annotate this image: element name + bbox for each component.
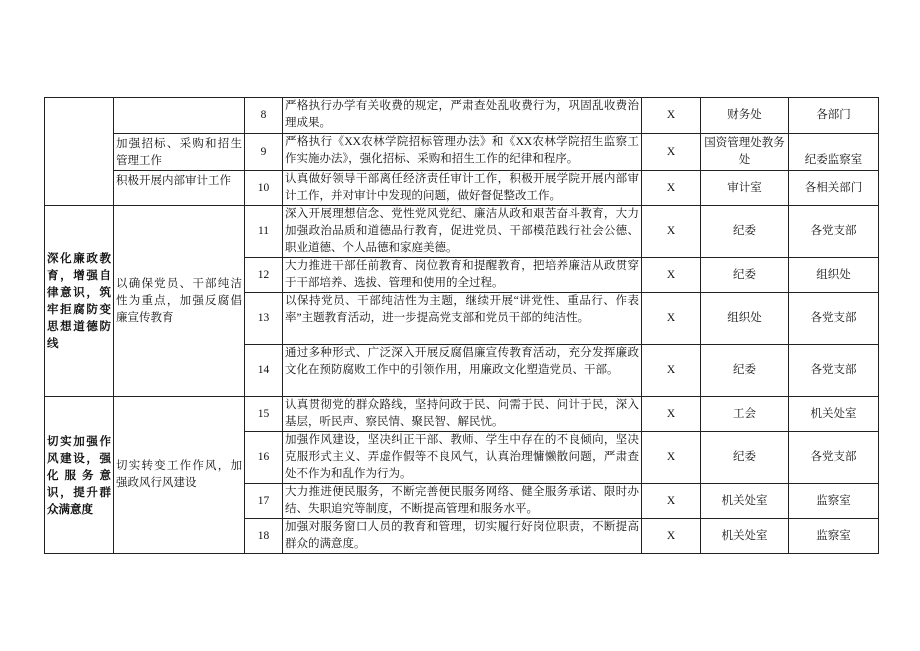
task-content: 加强对服务窗口人员的教育和管理，切实履行好岗位职责，不断提高群众的满意度。 (283, 519, 642, 554)
cooperating-department: 机关处室 (789, 397, 879, 432)
subtask-cell-empty (114, 98, 245, 134)
row-number: 10 (245, 171, 283, 206)
mark-cell: X (642, 98, 701, 134)
mark-cell: X (642, 171, 701, 206)
mark-cell: X (642, 293, 701, 345)
cooperating-department: 各相关部门 (789, 171, 879, 206)
lead-department: 国资管理处教务处 (701, 134, 789, 171)
table-row (45, 134, 879, 171)
cooperating-department: 监察室 (789, 484, 879, 519)
cooperating-department: 纪委监察室 (789, 134, 879, 171)
subtask-cell: 加强招标、采购和招生管理工作 (114, 134, 245, 171)
cooperating-department: 各党支部 (789, 345, 879, 397)
lead-department: 机关处室 (701, 484, 789, 519)
lead-department: 审计室 (701, 171, 789, 206)
row-number: 13 (245, 293, 283, 345)
row-number: 15 (245, 397, 283, 432)
subtask-cell: 以确保党员、干部纯洁性为重点，加强反腐倡廉宣传教育 (114, 206, 245, 397)
cooperating-department: 各部门 (789, 98, 879, 134)
cooperating-department: 监察室 (789, 519, 879, 554)
task-content: 认真做好领导干部离任经济责任审计工作，积极开展学院开展内部审计工作，并对审计中发现的问题，做好督促整改工作。 (283, 171, 642, 206)
task-content: 大力推进干部任前教育、岗位教育和提醒教育，把培养廉洁从政贯穿于干部培养、选拔、管理和使用的全过程。 (283, 258, 642, 293)
row-number: 17 (245, 484, 283, 519)
table-row (45, 98, 879, 134)
row-number: 12 (245, 258, 283, 293)
table-row (45, 171, 879, 206)
task-content: 加强作风建设，坚决纠正干部、教师、学生中存在的不良倾向，坚决克服形式主义、弄虚作假等不良风气，认真治理慵懒散问题，严肃查处不作为和乱作为行为。 (283, 432, 642, 484)
lead-department: 纪委 (701, 345, 789, 397)
task-content: 大力推进便民服务，不断完善便民服务网络、健全服务承诺、限时办结、失职追究等制度，不断提高管理和服务水平。 (283, 484, 642, 519)
mark-cell: X (642, 432, 701, 484)
cooperating-department: 各党支部 (789, 206, 879, 258)
row-number: 11 (245, 206, 283, 258)
task-content: 严格执行办学有关收费的规定，严肃查处乱收费行为，巩固乱收费治理成果。 (283, 98, 642, 134)
category-cell: 切实加强作风建设，强化服务意识，提升群众满意度 (45, 397, 114, 554)
mark-cell: X (642, 206, 701, 258)
row-number: 14 (245, 345, 283, 397)
task-content: 深入开展理想信念、党性党风党纪、廉洁从政和艰苦奋斗教育，大力加强政治品质和道德品行教育，促进党员、干部模范践行社会公德、职业道德、个人品德和家庭美德。 (283, 206, 642, 258)
lead-department: 工会 (701, 397, 789, 432)
category-cell: 深化廉政教育，增强自律意识，筑牢拒腐防变思想道德防线 (45, 206, 114, 397)
lead-department: 纪委 (701, 206, 789, 258)
task-content: 严格执行《XX农林学院招标管理办法》和《XX农林学院招生监察工作实施办法》，强化招标、采购和招生工作的纪律和程序。 (283, 134, 642, 171)
lead-department: 组织处 (701, 293, 789, 345)
mark-cell: X (642, 519, 701, 554)
row-number: 8 (245, 98, 283, 134)
cooperating-department: 各党支部 (789, 432, 879, 484)
table-row (45, 206, 879, 258)
mark-cell: X (642, 397, 701, 432)
row-number: 9 (245, 134, 283, 171)
lead-department: 机关处室 (701, 519, 789, 554)
task-table (44, 97, 879, 554)
cooperating-department: 各党支部 (789, 293, 879, 345)
mark-cell: X (642, 134, 701, 171)
mark-cell: X (642, 258, 701, 293)
category-cell-empty (45, 98, 114, 206)
table-row (45, 397, 879, 432)
row-number: 16 (245, 432, 283, 484)
lead-department: 财务处 (701, 98, 789, 134)
subtask-cell: 积极开展内部审计工作 (114, 171, 245, 206)
cooperating-department: 组织处 (789, 258, 879, 293)
mark-cell: X (642, 345, 701, 397)
row-number: 18 (245, 519, 283, 554)
task-content: 以保持党员、干部纯洁性为主题，继续开展“讲党性、重品行、作表率”主题教育活动，进一步提高党支部和党员干部的纯洁性。 (283, 293, 642, 345)
subtask-cell: 切实转变工作作风，加强政风行风建设 (114, 397, 245, 554)
mark-cell: X (642, 484, 701, 519)
task-content: 通过多种形式、广泛深入开展反腐倡廉宣传教育活动，充分发挥廉政文化在预防腐败工作中的引领作用，用廉政文化塑造党员、干部。 (283, 345, 642, 397)
lead-department: 纪委 (701, 432, 789, 484)
task-content: 认真贯彻党的群众路线，坚持问政于民、问需于民、问计于民，深入基层，听民声、察民情、聚民智、解民忧。 (283, 397, 642, 432)
lead-department: 纪委 (701, 258, 789, 293)
